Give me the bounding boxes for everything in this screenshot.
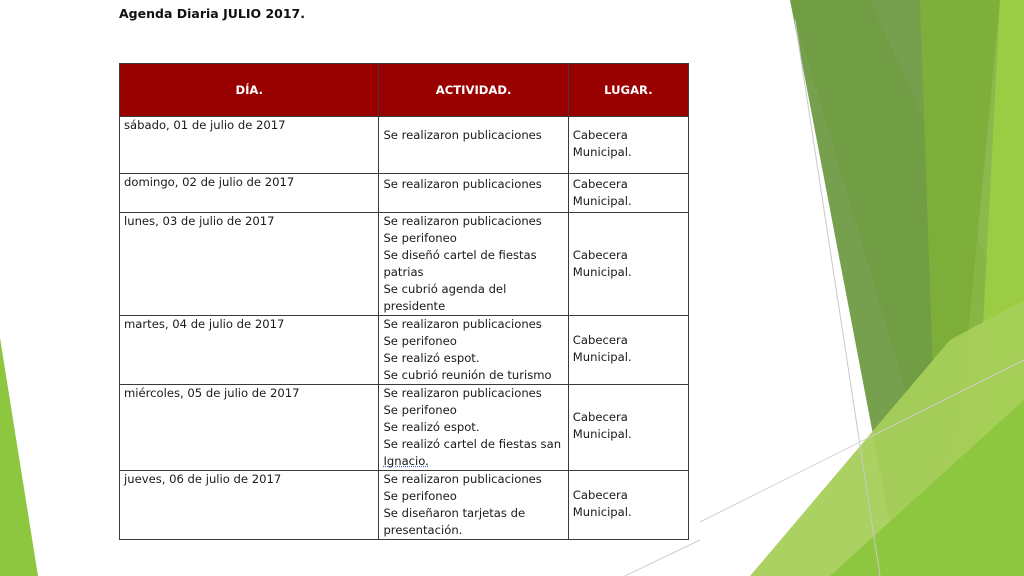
cell-dia: sábado, 01 de julio de 2017 <box>120 117 379 174</box>
agenda-table <box>119 63 689 540</box>
lugar-line: Cabecera <box>572 488 628 502</box>
table-row <box>120 471 689 540</box>
decorative-line-1 <box>795 20 880 576</box>
actividad-line: Se realizó espot. <box>383 351 480 365</box>
cell-dia: jueves, 06 de julio de 2017 <box>120 471 379 540</box>
actividad-line: patrias <box>383 265 424 279</box>
cell-lugar <box>568 316 688 385</box>
actividad-line: Se realizó cartel de fiestas san <box>383 437 562 451</box>
right-mid-green-band <box>920 0 1024 576</box>
actividad-line: Se cubrió agenda del <box>383 282 507 296</box>
cell-actividad <box>379 174 568 213</box>
page-title: Agenda Diaria JULIO 2017. <box>119 6 305 21</box>
cell-lugar <box>568 117 688 174</box>
actividad-line: Se perifoneo <box>383 334 457 348</box>
cell-dia: lunes, 03 de julio de 2017 <box>120 213 379 316</box>
lugar-line: Municipal. <box>572 145 632 159</box>
actividad-line: Se realizaron publicaciones <box>383 128 542 142</box>
actividad-line: Se perifoneo <box>383 489 457 503</box>
cell-actividad <box>379 385 568 471</box>
actividad-line: Se realizó espot. <box>383 420 480 434</box>
actividad-line: Se realizaron publicaciones <box>383 386 542 400</box>
cell-lugar <box>568 213 688 316</box>
header-actividad: ACTIVIDAD. <box>379 64 568 117</box>
header-lugar: LUGAR. <box>568 64 688 117</box>
actividad-line: Se diseñaron tarjetas de <box>383 506 526 520</box>
actividad-line: Se realizaron publicaciones <box>383 214 542 228</box>
cell-dia: miércoles, 05 de julio de 2017 <box>120 385 379 471</box>
cell-actividad <box>379 117 568 174</box>
table-header-row <box>120 64 689 117</box>
lugar-line: Municipal. <box>572 427 632 441</box>
table-row <box>120 174 689 213</box>
lugar-line: Cabecera <box>572 248 628 262</box>
lugar-line: Cabecera <box>572 410 628 424</box>
actividad-line: Se cubrió reunión de turismo <box>383 368 552 382</box>
table-row <box>120 385 689 471</box>
actividad-line: Se realizaron publicaciones <box>383 317 542 331</box>
lugar-line: Cabecera <box>572 177 628 191</box>
right-bright-green-band <box>970 0 1024 576</box>
cell-lugar <box>568 385 688 471</box>
left-green-sliver <box>0 338 38 576</box>
lugar-line: Municipal. <box>572 505 632 519</box>
table-row <box>120 117 689 174</box>
lugar-line: Cabecera <box>572 333 628 347</box>
cell-actividad <box>379 471 568 540</box>
decorative-line-3 <box>625 540 700 576</box>
table-row <box>120 316 689 385</box>
right-dark-green-band <box>790 0 1000 576</box>
cell-dia: domingo, 02 de julio de 2017 <box>120 174 379 213</box>
actividad-line: presentación. <box>383 523 463 537</box>
actividad-line: Se diseñó cartel de fiestas <box>383 248 537 262</box>
cell-actividad <box>379 316 568 385</box>
actividad-line: Se perifoneo <box>383 231 457 245</box>
lugar-line: Municipal. <box>572 265 632 279</box>
bottom-green-triangle <box>830 400 1024 576</box>
lugar-line: Cabecera <box>572 128 628 142</box>
lugar-line: Municipal. <box>572 350 632 364</box>
actividad-line: presidente <box>383 299 446 313</box>
actividad-line: Ignacio. <box>383 454 429 468</box>
decorative-line-2 <box>700 360 1024 522</box>
actividad-line: Se realizaron publicaciones <box>383 177 542 191</box>
table-row <box>120 213 689 316</box>
right-pale-green-band <box>790 0 1024 576</box>
actividad-line: Se perifoneo <box>383 403 457 417</box>
bottom-light-green-triangle <box>750 300 1024 576</box>
cell-actividad <box>379 213 568 316</box>
cell-lugar <box>568 174 688 213</box>
cell-lugar <box>568 471 688 540</box>
actividad-line: Se realizaron publicaciones <box>383 472 542 486</box>
cell-dia: martes, 04 de julio de 2017 <box>120 316 379 385</box>
header-dia: DÍA. <box>120 64 379 117</box>
lugar-line: Municipal. <box>572 194 632 208</box>
